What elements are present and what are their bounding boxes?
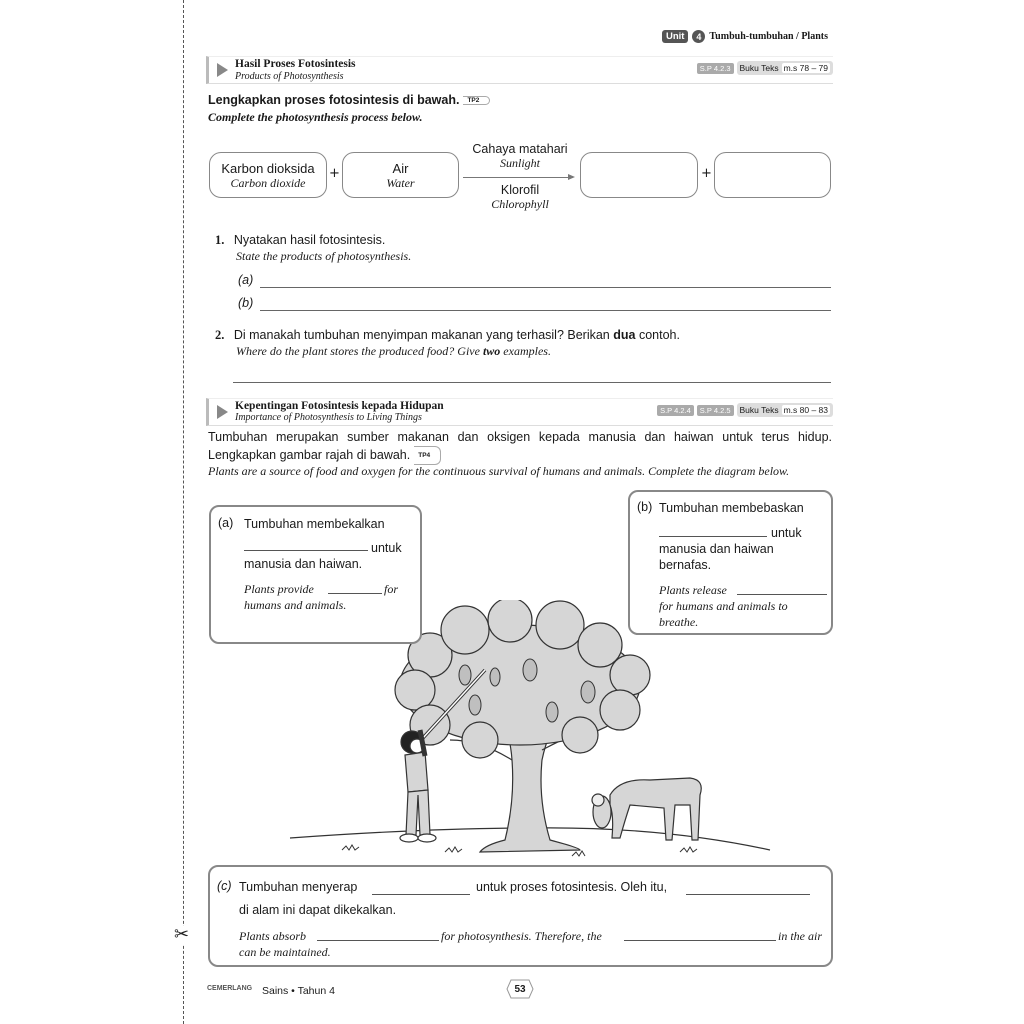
callout-text-en: Plants release [659, 583, 727, 597]
reactant-en: Water [386, 176, 415, 190]
section-title: Kepentingan Fotosintesis kepada Hidupan [235, 400, 444, 412]
callout-text: Tumbuhan membekalkan [244, 517, 385, 531]
callout-label: (a) [218, 516, 234, 530]
tp-tag: TP2 [463, 96, 490, 105]
callout-text: di alam ini dapat dikekalkan. [239, 903, 397, 917]
plus-sign: + [329, 166, 340, 181]
answer-line-a[interactable] [260, 287, 831, 288]
condition-sunlight [455, 142, 585, 171]
product-box-2[interactable] [714, 152, 831, 198]
unit-title: Tumbuh-tumbuhan / Plants [709, 31, 828, 42]
plus-sign: + [701, 166, 712, 181]
reactant-en: Carbon dioxide [230, 176, 306, 190]
brand-name: CEMERLANG [207, 985, 253, 992]
reactant-box-carbon-dioxide [209, 152, 327, 198]
blank-a-ms[interactable] [244, 549, 368, 551]
textbook-ref [737, 61, 833, 75]
callout-text: untuk [371, 541, 402, 555]
instruction-en: Complete the photosynthesis process below. [208, 110, 423, 124]
question-en: Where do the plant stores the produced food? Give [236, 344, 483, 358]
callout-text-en: Plants provide [244, 582, 314, 596]
callout-text-en: for [384, 582, 399, 596]
callout-text-en: can be maintained. [239, 945, 331, 959]
arrow-icon [463, 177, 573, 178]
blank-c-en-2[interactable] [624, 939, 776, 941]
callout-text-en: for photosynthesis. Therefore, the [441, 929, 602, 943]
textbook-pages: m.s 78 – 79 [783, 63, 828, 73]
question-ms: Nyatakan hasil fotosintesis. [233, 233, 386, 247]
section-title: Hasil Proses Fotosintesis [235, 58, 356, 70]
tree-canopy [395, 600, 650, 758]
section-subtitle: Importance of Photosynthesis to Living Things [235, 412, 422, 423]
textbook-pages: m.s 80 – 83 [783, 405, 828, 415]
product-box-1[interactable] [580, 152, 698, 198]
callout-text-en: for humans and animals to [659, 599, 788, 613]
question-number: 2. [215, 328, 225, 342]
condition-en: Chlorophyll [491, 197, 549, 211]
question-en-bold: two [482, 344, 501, 358]
goat-figure [592, 778, 701, 840]
reactant-box-water [342, 152, 459, 198]
instruction-text: Lengkapkan proses fotosintesis di bawah. [208, 93, 460, 107]
question-1-en: State the products of photosynthesis. [236, 249, 412, 263]
callout-b [628, 490, 833, 635]
cut-line [183, 0, 184, 1024]
question-ms-bold: dua [613, 328, 636, 342]
condition-ms: Cahaya matahari [472, 142, 568, 156]
question-ms-end: contoh. [635, 328, 680, 342]
textbook-ref [737, 403, 833, 417]
condition-en: Sunlight [499, 156, 540, 170]
footer-subject: Sains • Tahun 4 [262, 985, 335, 997]
textbook-label: Buku Teks [739, 63, 779, 73]
callout-text-en: in the air [778, 929, 822, 943]
blank-b-en[interactable] [737, 593, 827, 595]
callout-text: manusia dan haiwan. [244, 557, 363, 571]
question-1 [215, 233, 385, 248]
section-subtitle: Products of Photosynthesis [235, 71, 344, 82]
question-2 [215, 328, 680, 343]
section2-paragraph-en: Plants are a source of food and oxygen for the continuous survival of humans and animals. Complete the diagram below. [208, 464, 790, 478]
callout-text-en: humans and animals. [244, 598, 347, 612]
tp-tag: TP4 [414, 446, 441, 465]
reactant-ms: Karbon dioksida [221, 161, 315, 176]
condition-ms: Klorofil [500, 183, 540, 197]
unit-label: Unit [662, 30, 688, 43]
callout-c [208, 865, 833, 967]
paragraph-ms: Tumbuhan merupakan sumber makanan dan oksigen kepada manusia dan haiwan untuk terus hidup. Lengkapkan gambar rajah di bawah. [208, 430, 832, 462]
blank-c-1[interactable] [372, 893, 470, 895]
callout-text: Tumbuhan menyerap [239, 880, 358, 894]
callout-text: Tumbuhan membebaskan [659, 501, 804, 515]
callout-label: (b) [637, 500, 653, 514]
callout-text: bernafas. [659, 558, 712, 572]
answer-line-q2[interactable] [233, 382, 831, 383]
question-2-en [236, 344, 551, 359]
scissors-icon: ✂ [174, 924, 190, 945]
callout-text: untuk [771, 526, 802, 540]
sp-tag: S.P 4.2.4 [657, 405, 694, 416]
callout-label: (c) [217, 879, 232, 893]
play-triangle-icon [217, 63, 228, 77]
question-ms: Di manakah tumbuhan menyimpan makanan yang terhasil? Berikan [233, 328, 614, 342]
callout-text: manusia dan haiwan [659, 542, 774, 556]
part-b-label: (b) [238, 296, 254, 310]
brand-logo [207, 985, 252, 992]
blank-c-en-1[interactable] [317, 939, 439, 941]
section-header-importance [206, 398, 833, 426]
play-triangle-icon [217, 405, 228, 419]
blank-c-2[interactable] [686, 893, 810, 895]
callout-text-en: Plants absorb [239, 929, 307, 943]
sp-tag: S.P 4.2.5 [697, 405, 734, 416]
page-number: 53 [514, 983, 526, 995]
condition-chlorophyll [455, 183, 585, 212]
unit-number: 4 [692, 30, 705, 43]
boy-figure [400, 730, 436, 842]
blank-b-ms[interactable] [659, 535, 767, 537]
unit-header [662, 30, 828, 43]
instruction [208, 93, 490, 107]
callout-text: untuk proses fotosintesis. Oleh itu, [476, 880, 668, 894]
question-en-end: examples. [500, 344, 551, 358]
part-a-label: (a) [238, 273, 254, 287]
callout-a [209, 505, 422, 644]
section2-paragraph [208, 429, 832, 465]
textbook-label: Buku Teks [739, 405, 779, 415]
sp-tag: S.P 4.2.3 [697, 63, 734, 74]
section-header-products [206, 56, 833, 84]
answer-line-b[interactable] [260, 310, 831, 311]
question-number: 1. [215, 233, 225, 247]
reactant-ms: Air [392, 161, 409, 176]
blank-a-en[interactable] [328, 592, 382, 594]
callout-text-en: breathe. [659, 615, 699, 629]
